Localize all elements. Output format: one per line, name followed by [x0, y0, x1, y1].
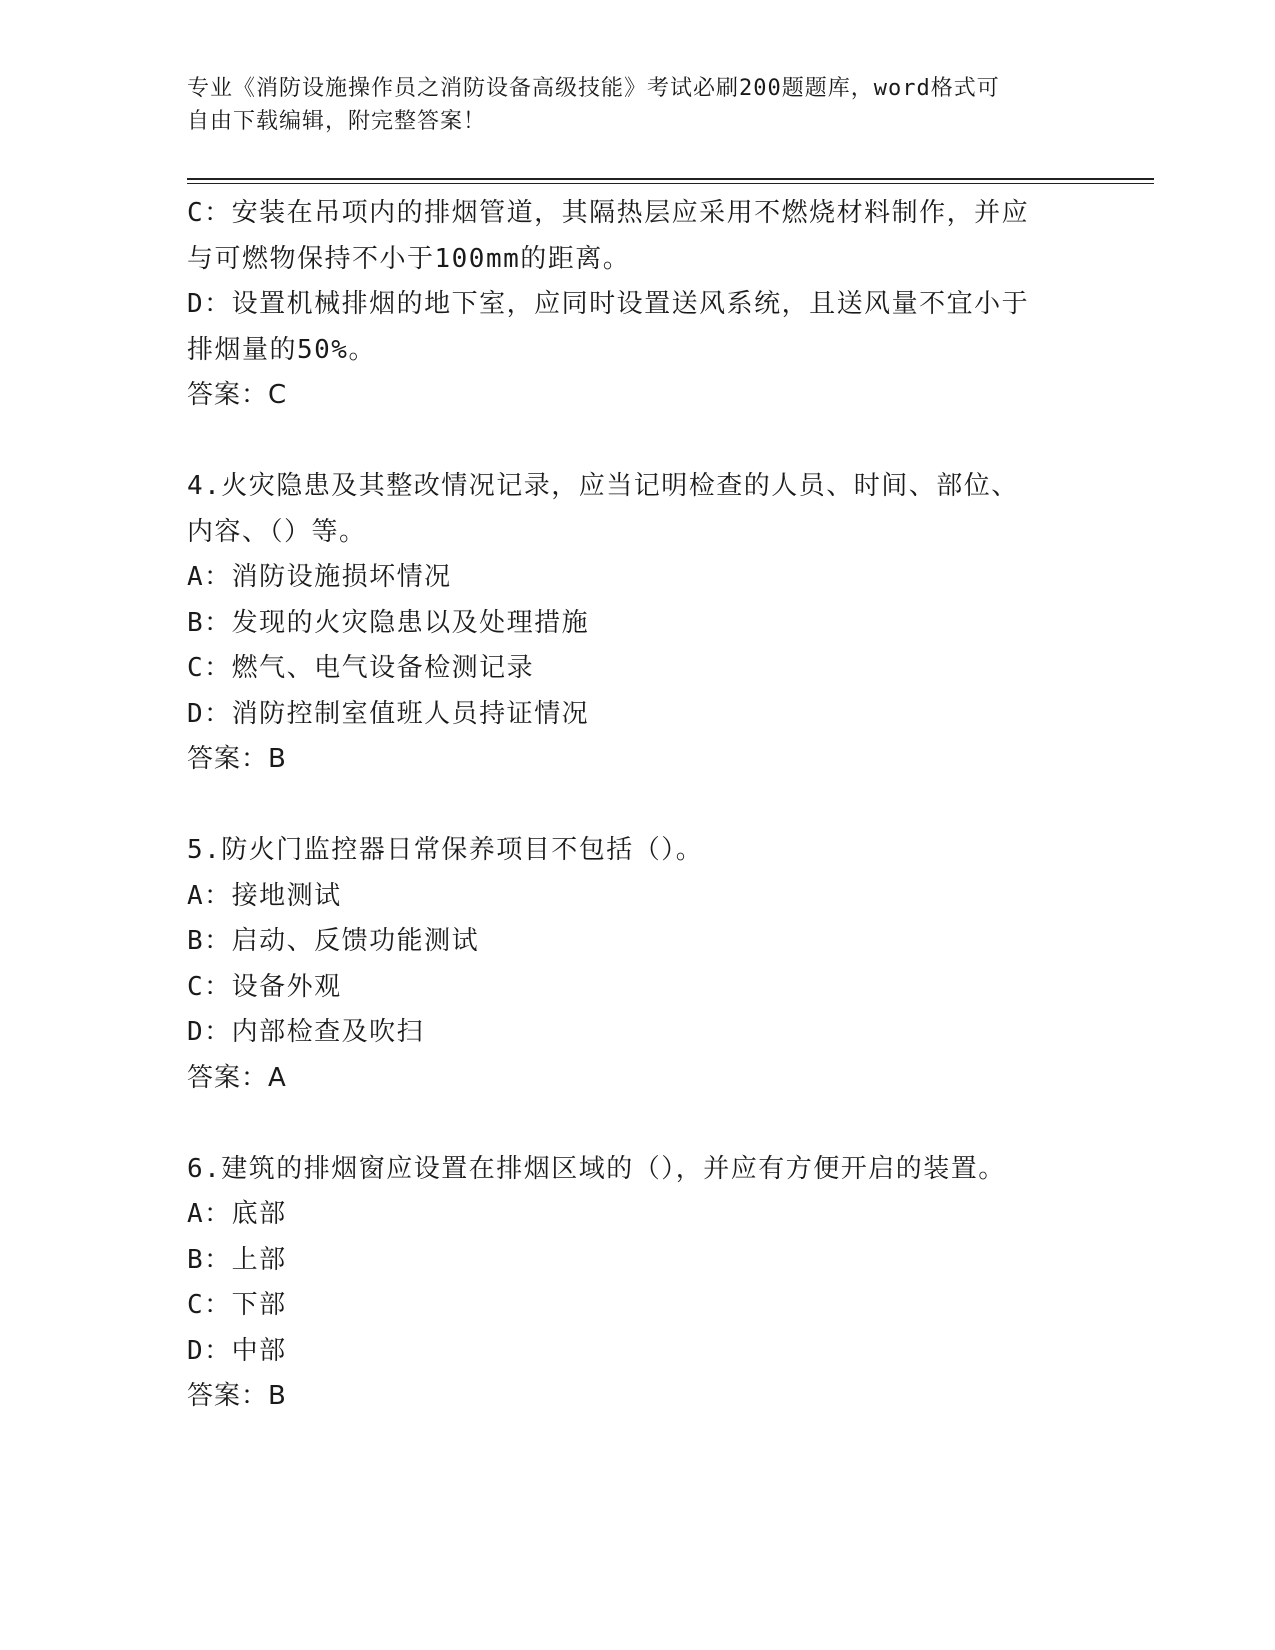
- answer: 答案：B: [187, 1381, 287, 1411]
- header-title-line-2: 自由下载编辑，附完整答案！: [187, 109, 487, 134]
- option-c-line-2: 与可燃物保持不小于100mm的距离。: [187, 243, 631, 274]
- question-stem: 6.建筑的排烟窗应设置在排烟区域的（），并应有方便开启的装置。: [187, 1153, 1006, 1184]
- spacer: [187, 783, 1087, 829]
- question-stem-line-1: 4.火灾隐患及其整改情况记录，应当记明检查的人员、时间、部位、: [187, 471, 1019, 501]
- option-a: A：接地测试: [187, 880, 342, 911]
- option-c: C：下部: [187, 1290, 287, 1320]
- option-c: C：设备外观: [187, 971, 342, 1002]
- document-header: [187, 72, 1067, 138]
- option-d: D：内部检查及吹扫: [187, 1017, 425, 1047]
- option-b: B：上部: [187, 1244, 287, 1275]
- header-divider-thick: [187, 178, 1154, 180]
- question-4: [187, 464, 1087, 783]
- question-stem: 5.防火门监控器日常保养项目不包括（）。: [187, 835, 704, 865]
- option-b: B：发现的火灾隐患以及处理措施: [187, 607, 590, 638]
- question-3-continued: [187, 191, 1087, 419]
- question-stem-line-2: 内容、（）等。: [187, 516, 367, 547]
- option-d: D：中部: [187, 1335, 287, 1366]
- header-title-line-1: 专业《消防设施操作员之消防设备高级技能》考试必刷200题题库，word格式可: [187, 76, 1000, 101]
- question-6: [187, 1147, 1087, 1420]
- header-divider-thin: [187, 183, 1154, 184]
- answer: 答案：A: [187, 1062, 287, 1093]
- option-d-line-1: D：设置机械排烟的地下室，应同时设置送风系统，且送风量不宜小于: [187, 289, 1030, 319]
- option-a: A：消防设施损坏情况: [187, 562, 452, 592]
- option-a: A：底部: [187, 1199, 287, 1229]
- answer: 答案：C: [187, 380, 288, 410]
- question-5: [187, 828, 1087, 1101]
- option-c: C：燃气、电气设备检测记录: [187, 653, 535, 683]
- option-c-line-1: C：安装在吊项内的排烟管道，其隔热层应采用不燃烧材料制作，并应: [187, 198, 1030, 228]
- answer: 答案：B: [187, 744, 287, 774]
- option-d: D：消防控制室值班人员持证情况: [187, 698, 590, 729]
- question-list: [187, 191, 1087, 1420]
- option-d-line-2: 排烟量的50%。: [187, 334, 376, 365]
- spacer: [187, 419, 1087, 465]
- spacer: [187, 1101, 1087, 1147]
- option-b: B：启动、反馈功能测试: [187, 926, 480, 956]
